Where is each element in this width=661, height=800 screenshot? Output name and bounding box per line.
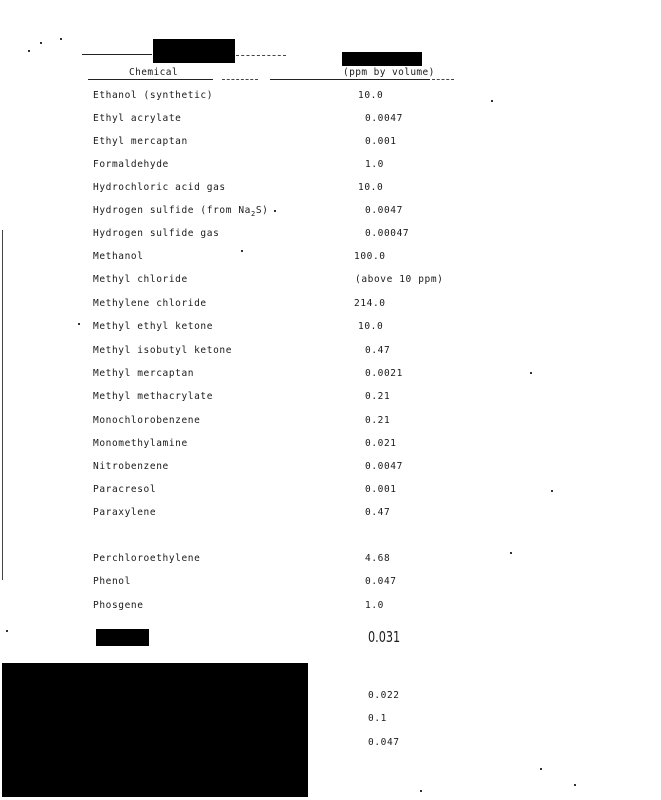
redaction-block-bottom: [2, 663, 308, 797]
ppm-value-tail: 0.1: [368, 713, 387, 724]
ppm-value: 0.00047: [365, 228, 410, 239]
chemical-name: Methyl ethyl ketone: [93, 321, 214, 332]
scan-speck: [78, 323, 80, 325]
chemical-name: Methylene chloride: [93, 298, 207, 309]
chemical-name: Hydrogen sulfide (from $Na_2S$): [93, 205, 269, 218]
scan-speck: [551, 490, 553, 492]
ppm-value-redacted-row: 0.031: [368, 628, 401, 646]
ppm-value: 0.001: [365, 484, 397, 495]
ppm-value: 0.0021: [365, 368, 403, 379]
ppm-value: 0.001: [365, 136, 397, 147]
ppm-value: 0.21: [365, 391, 391, 402]
ppm-value: 1.0: [365, 600, 384, 611]
ppm-value: 0.21: [365, 415, 391, 426]
scan-speck: [60, 38, 62, 40]
chemical-name: Paraxylene: [93, 507, 157, 518]
redaction-block-chemical-name: [96, 629, 149, 646]
header-rule-ppm: [270, 79, 430, 80]
chemical-name: Monomethylamine: [93, 438, 188, 449]
scan-speck: [420, 790, 422, 792]
ppm-value: 214.0: [354, 298, 386, 309]
scan-edge-line: [2, 230, 3, 580]
scan-speck: [6, 630, 8, 632]
ppm-value: 4.68: [365, 553, 391, 564]
ppm-value: 0.021: [365, 438, 397, 449]
ppm-value: 0.0047: [365, 205, 403, 216]
ppm-value: 0.0047: [365, 113, 403, 124]
ppm-value: 10.0: [358, 182, 384, 193]
header-dash-left: [236, 55, 286, 56]
ppm-value: 0.047: [365, 576, 397, 587]
chemical-name: Methyl isobutyl ketone: [93, 345, 233, 356]
ppm-value: 10.0: [358, 90, 384, 101]
scan-speck: [28, 50, 30, 52]
chemical-name: Phenol: [93, 576, 131, 587]
ppm-value-tail: 0.047: [368, 737, 400, 748]
chemical-name: Hydrogen sulfide gas: [93, 228, 220, 239]
chemical-name: Hydrochloric acid gas: [93, 182, 226, 193]
chemical-name: Paracresol: [93, 484, 157, 495]
scan-speck: [574, 784, 576, 786]
scan-speck: [241, 250, 243, 252]
chemical-name: Nitrobenzene: [93, 461, 169, 472]
ppm-value: 10.0: [358, 321, 384, 332]
ppm-value-tail: 0.022: [368, 690, 400, 701]
chemical-name: Ethanol (synthetic): [93, 90, 214, 101]
chemical-name: Methyl methacrylate: [93, 391, 214, 402]
chemical-name: Phosgene: [93, 600, 144, 611]
chemical-name: Methyl mercaptan: [93, 368, 195, 379]
ppm-value: 0.0047: [365, 461, 403, 472]
chemical-name: Ethyl acrylate: [93, 113, 182, 124]
scan-speck: [530, 372, 532, 374]
header-rule-chemical: [88, 79, 213, 80]
scan-speck: [510, 552, 512, 554]
header-dash-mid: [222, 79, 258, 80]
redaction-block-header-right: [342, 52, 422, 66]
chemical-name: Methyl chloride: [93, 274, 188, 285]
header-rule-left: [82, 54, 152, 55]
chemical-name: Ethyl mercaptan: [93, 136, 188, 147]
chemical-name: Formaldehyde: [93, 159, 169, 170]
ppm-value: 100.0: [354, 251, 386, 262]
ppm-value: 1.0: [365, 159, 384, 170]
chemical-name: Methanol: [93, 251, 144, 262]
scan-speck: [491, 100, 493, 102]
scan-speck: [274, 210, 276, 212]
redaction-block-title: [153, 39, 235, 63]
scan-speck: [540, 768, 542, 770]
chemical-name: Perchloroethylene: [93, 553, 201, 564]
ppm-value: 0.47: [365, 345, 391, 356]
column-header-ppm: (ppm by volume): [343, 67, 435, 78]
ppm-value: 0.47: [365, 507, 391, 518]
scan-speck: [40, 42, 42, 44]
header-dash-right: [432, 79, 454, 80]
chemical-name: Monochlorobenzene: [93, 415, 201, 426]
column-header-chemical: Chemical: [129, 67, 178, 78]
ppm-value: (above 10 ppm): [355, 274, 444, 285]
